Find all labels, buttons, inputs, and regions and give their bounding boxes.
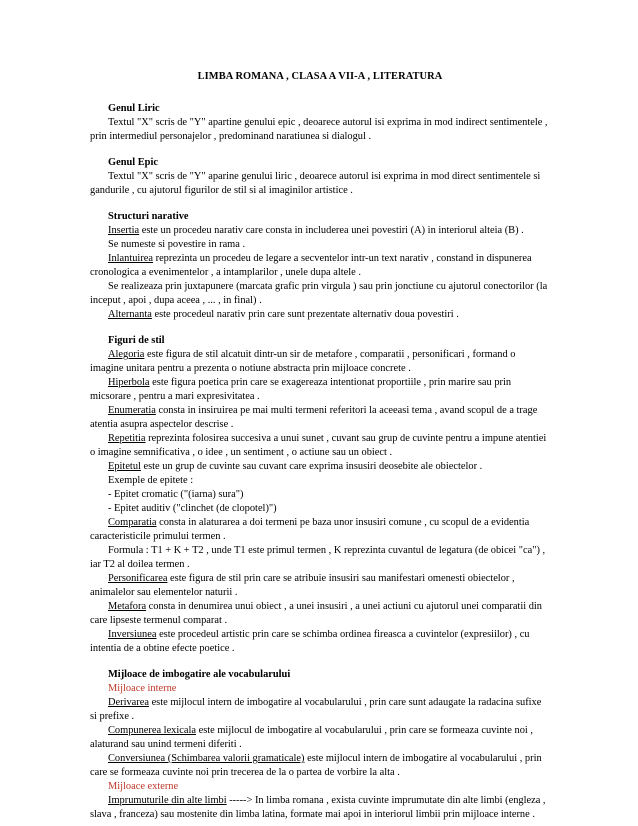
definition-paragraph [90,628,550,656]
paragraph: - Epitet cromatic ("(iarna) sura") [108,489,244,500]
definition-paragraph [90,376,550,404]
term-name: Conversiunea (Schimbarea valorii gramaticale) [108,753,305,764]
definition-paragraph [90,460,550,474]
definition-paragraph [90,308,550,322]
term-definition: -----> In limba romana , exista cuvinte imprumutate din alte limbi (engleza , slava , franceza) sau mostenite din limba latina, formate mai apoi in interiorul limbii prin mijloace interne . [90,795,546,820]
definition-paragraph [90,572,550,600]
term-name: Hiperbola [108,377,150,388]
term-definition: consta in denumirea unui obiect , a unei insusiri , a unei actiuni cu ajutorul unei comparatii din care lipseste termenul comparat . [90,601,542,626]
section [90,210,550,322]
section-heading: Structuri narative [108,211,189,222]
term-name: Inlantuirea [108,253,154,264]
paragraph: Textul "X" scris de "Y" apartine genului epic , deoarece autorul isi exprima in mod indirect sentimentele , prin intermediul personajelor , predominand naratiunea si dialogul . [90,117,548,142]
document-content [90,102,550,822]
definition-paragraph [90,404,550,432]
definition-paragraph [90,696,550,724]
term-name: Alegoria [108,349,145,360]
definition-paragraph [90,794,550,822]
term-definition: este figura de stil alcatuit dintr-un sir de metafore , comparatii , personificari , formand o imagine unitara pentru a prezenta o notiune abstracta prin mijloace concrete . [90,349,516,374]
section [90,668,550,822]
term-name: Imprumuturile din alte limbi [108,795,227,806]
section-heading: Genul Liric [108,103,160,114]
term-name: Enumeratia [108,405,156,416]
term-name: Repetitia [108,433,146,444]
section-heading: Mijloace de imbogatire ale vocabularului [108,669,291,680]
term-name: Derivarea [108,697,149,708]
definition-paragraph [90,252,550,280]
paragraph: - Epitet auditiv ("clinchet (de clopotel)") [108,503,277,514]
section [90,102,550,144]
subsection-label: Mijloace externe [108,781,179,792]
term-definition: este figura poetica prin care se exagereaza intentionat proportiile , prin marire sau prin micsorare , pentru a mari expresivitatea . [90,377,512,402]
term-name: Compunerea lexicala [108,725,196,736]
term-name: Comparatia [108,517,157,528]
definition-paragraph [90,348,550,376]
term-name: Alternanta [108,309,152,320]
term-definition: este figura de stil prin care se atribuie insusiri sau manifestari omenesti obiectelor , animalelor sau elementelor naturii . [90,573,515,598]
page-title: LIMBA ROMANA , CLASA A VII-A , LITERATURA [197,71,443,82]
paragraph: Se numeste si povestire in rama . [108,239,246,250]
term-definition: consta in alaturarea a doi termeni pe baza unor insusiri comune , cu scopul de a evidentia caracteristicile primului termen . [90,517,530,542]
term-name: Inversiunea [108,629,157,640]
paragraph: Exemple de epitete : [108,475,194,486]
term-definition: reprezinta folosirea succesiva a unui sunet , cuvant sau grup de cuvinte pentru a impune atentiei o imagine semnificativa , o idee , un sentiment , o actiune sau un obiect . [90,433,547,458]
subsection-label: Mijloace interne [108,683,177,694]
definition-paragraph [90,432,550,460]
paragraph: Textul "X" scris de "Y" aparine genului liric , deoarece autorul isi exprima in mod direct sentimentele si gandurile , cu ajutorul figurilor de stil si al imaginilor artistice . [90,171,541,196]
term-definition: este mijlocul intern de imbogatire al vocabularului , prin care sunt adaugate la radacina sufixe si prefixe . [90,697,542,722]
paragraph: Se realizeaza prin juxtapunere (marcata grafic prin virgula ) sau prin jonctiune cu ajutorul conectorilor (la inceput , apoi , dupa aceea , ... , in final) . [90,281,548,306]
section [90,156,550,198]
term-definition: este procedeul narativ prin care sunt prezentate alternativ doua povestiri . [151,309,459,320]
section [90,334,550,656]
section-heading: Figuri de stil [108,335,165,346]
term-name: Insertia [108,225,140,236]
term-name: Personificarea [108,573,168,584]
term-name: Metafora [108,601,147,612]
definition-paragraph [90,752,550,780]
term-definition: reprezinta un procedeu de legare a secventelor intr-un text narativ , constand in dispunerea cronologica a evenimentelor , a intamplarilor , unele dupa altele . [90,253,532,278]
term-definition: este un procedeu narativ care consta in includerea unei povestiri (A) in interiorul alteia (B) . [139,225,524,236]
definition-paragraph [90,600,550,628]
term-definition: este un grup de cuvinte sau cuvant care exprima insusiri deosebite ale obiectelor . [140,461,483,472]
definition-paragraph [90,516,550,544]
term-definition: este mijlocul de imbogatire al vocabularului , prin care se formeaza cuvinte noi , alaturand sau unind termeni diferiti . [90,725,533,750]
definition-paragraph [90,724,550,752]
term-definition: consta in insiruirea pe mai multi termeni referitori la aceeasi tema , avand scopul de a trage atentia asupra aspectelor descrise . [90,405,538,430]
definition-paragraph [90,224,550,238]
term-definition: este mijlocul intern de imbogatire al vocabularului , prin care se formeaza cuvinte noi prin trecerea de la o partea de vorbire la alta . [90,753,542,778]
paragraph: Formula : T1 + K + T2 , unde T1 este primul termen , K reprezinta cuvantul de legatura (de obicei "ca") , iar T2 al doilea termen . [90,545,546,570]
term-name: Epitetul [108,461,141,472]
section-heading: Genul Epic [108,157,158,168]
term-definition: este procedeul artistic prin care se schimba ordinea fireasca a cuvintelor (expresiilor) , cu intentia de a obtine efecte poetice . [90,629,530,654]
